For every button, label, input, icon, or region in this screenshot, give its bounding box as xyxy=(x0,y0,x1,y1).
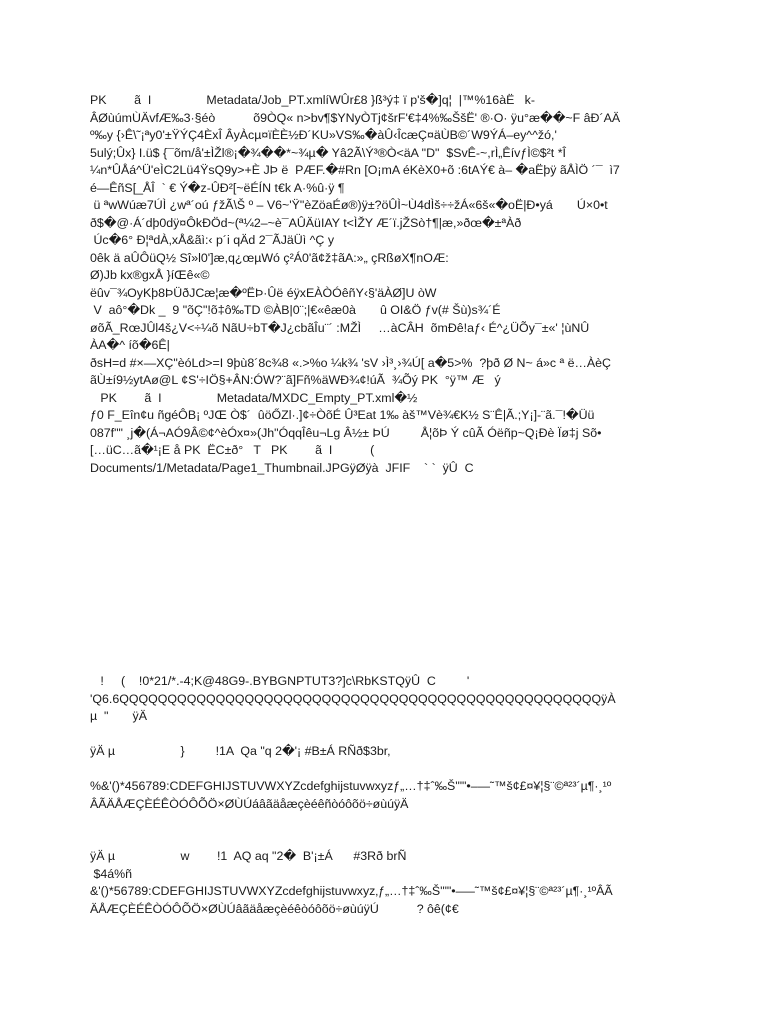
text-line: $4á%ñ xyxy=(90,866,133,881)
text-line: 'Q6.6QQQQQQQQQQQQQQQQQQQQQQQQQQQQQQQQQQQQQQQQQQQQQQQQQQÿÀ xyxy=(90,691,616,706)
text-line: ÄÅÆÇÈÉÊÒÓÔÕÖ×ØÙÚâãäåæçèéêòóôõö÷øùúÿÚ ? ôê(¢€ xyxy=(90,901,459,916)
text-line: 0êk ä aÛÔüQ½ Sî»l0']æ,q¿œµWó ç²Á0'ã¢ž‡ãA:»„ çRßøX¶nOÆ: xyxy=(90,250,449,265)
text-line: V aô°�Dk _ 9 "õÇ"!õ‡ô‰TD ©ÀB|0¨;|€«êæ0à û OI&Ö ƒv(# Šù)s¾´É xyxy=(90,303,501,317)
garbled-text-block-2 xyxy=(90,673,730,943)
text-line: PK ã I Metadata/Job_PT.xmlíWÛr£8 }ß³ý‡ ï p'š�]q¦ |™%16àË k- xyxy=(90,93,536,107)
text-line: ÂØùúmÙÄvfÆ‰3·§éò õ9ÒQ« n>bv¶$YNyÒTj¢šrF'€‡4%‰ŠšË' ®·O· ÿu°æ��~F âÐ´AÄ xyxy=(90,110,621,125)
text-line: %&'()*456789:CDEFGHIJSTUVWXYZcdefghijstuvwxyzƒ„…†‡ˆ‰Š'""•–—˜™š¢£¤¥¦§¨©ª²³´µ¶·¸¹º xyxy=(90,779,612,793)
text-line: ÿÄ µ } !1A Qa "q 2�'¡ #B±Á RÑð$3br, xyxy=(90,744,391,758)
text-line: &'()*56789:CDEFGHIJSTUVWXYZcdefghijstuvwxyz‚ƒ„…†‡ˆ‰Š'""•–—˜™š¢£¤¥¦§¨©ª²³´µ¶·¸¹ºÂÃ xyxy=(90,884,613,898)
text-line: ÿÄ µ w !1 AQ aq "2� B'¡±Á #3Rð brÑ xyxy=(90,849,407,863)
text-line: ƒ0 F_Eîn¢u ñgéÔB¡ ºJŒ Ò$´ ûöŐZl·.]¢÷ÒõÉ Û³Eat 1‰ àš™Vè¾€K½ S¨Ê|Ã.;Y¡]-¨ã.¯!�Üü xyxy=(90,408,595,422)
text-line: ¼n*ÛÅá^Ü'eÌC2Lü4ŸsQ9y>+È JÞ ë PÆF.�#Rn [O¡mA éKèX0+õ :6tAÝ€ à– �aËþÿ ãÅÌÖ ´¯ ì7 xyxy=(90,163,620,177)
text-line: Ø)Jb kx®gxÅ }íŒê«© xyxy=(90,268,210,282)
text-line: ! ( !0*21/*.-4;K@48G9-.BYBGNPTUT3?]c\RbKSTQÿÛ C ' xyxy=(90,674,470,688)
text-line: 087f"" ¸j�(Á¬AÓ9Â©¢^èÓx¤»(Jh"ÓqqÎêu¬Lg Â½± ÞÚ Å¦õÞ Ý cûÃ Óëñp~Q¡Ðè Ïø‡j Sõ• xyxy=(90,425,602,440)
text-line: ðsH=d #×—XÇ"èóLd>=I 9þù8´8c¾8 «.>%o ¼k¾ 'sV ›Ì³¸›¾Ú[ a�5>% ?þð Ø N~ á»c ª ë…ÀèÇ xyxy=(90,355,611,370)
text-line: ð$�@·Á´dþ0dÿ¤ÔkÐÖd~(ª¼2–~è¯AÛÄüIAY t<ÌŽY Æ´ï.jŽSò†¶|æ,»ðœ�±ªÀð xyxy=(90,215,522,230)
text-line: […üC…ã�¹¡E å PK ËC±ð° T PK ã I ( xyxy=(90,443,375,457)
garbled-text-block-1 xyxy=(90,92,730,522)
text-line: º‰y {›Ê\˜¡ªy0'±ŸÝÇ4ÈxÎ ÂyÀcµ¤ïÈÈ½Ð´KU»VS‰�àÛ‹ÎcæÇ¤äÙB©´W9ÝÁ–ey^^žó,' xyxy=(90,128,557,142)
text-line xyxy=(90,813,730,831)
text-line: é—ÊñS[_ÅÎ ` € Ý�z-ÛÐ²[~ëÉÍN t€k A·%û·ÿ ¶ xyxy=(90,180,345,195)
text-line: Úc�6° Ð¦ªdÀ,xÅ&ãì:‹ p´i qÄd 2¯ÃJäÜì ^Ç y xyxy=(90,233,335,247)
text-line: øõÃ_RœJÛl4š¿V<÷¼õ NãU÷bT�J¿cbãÎu¨´ :MŽÌ …àCÂH õmÐê!aƒ‹ É^¿ÜÕy¯±«' ¦ùNÛ xyxy=(90,320,590,335)
text-line: PK ã I Metadata/MXDC_Empty_PT.xml�½ xyxy=(90,390,418,405)
text-line: ÂÃÄÅÆÇÈÉÊÒÓÔÕÖ×ØÙÚáâãäåæçèéêñòóôõö÷øùúÿÄ xyxy=(90,796,409,811)
text-line: Documents/1/Metadata/Page1_Thumbnail.JPGÿØÿà JFIF ` ` ÿÛ C xyxy=(90,460,474,475)
text-line: µ " ÿÄ xyxy=(90,709,147,723)
text-line: 5ulý;Ûx} I.ü$ {¯õm/å'±ÌŽl®¡�¾��*~¾µ� Yâ2Ã\Ý³®Ò<äA "D" $SvÊ-~,rÌ„ÊívƒÌ©$²t *Î xyxy=(90,145,566,160)
text-line: ëûv¯¾OyKþ8ÞÜðJCæ¦æ�ºËÞ·Ûë éÿxEÀÒÓêñY‹§'äÀØ]U òW xyxy=(90,285,437,300)
text-line xyxy=(90,726,730,744)
text-line xyxy=(90,761,730,779)
text-line: ãÙ±í9½ytAø@L ¢S'÷IÖ§+ÂN:ÓW?¨ã]Fñ%äWÐ¾¢!úÃ ¾Õý PK °ÿ™ Æ ý xyxy=(90,373,501,387)
text-line xyxy=(90,831,730,849)
text-line: ü ªwWúæ7ÚÌ ¿wª´oú ƒžÃ\Š º – V6~'Ÿ"èZöaÉø®)ÿ±?öÛÌ~Ù4dÌš÷÷žÁ«6š«�oË|Ð•yá Ú×0•t xyxy=(90,198,608,212)
text-line: ÀA�^ íõ�6Ê| xyxy=(90,338,170,352)
